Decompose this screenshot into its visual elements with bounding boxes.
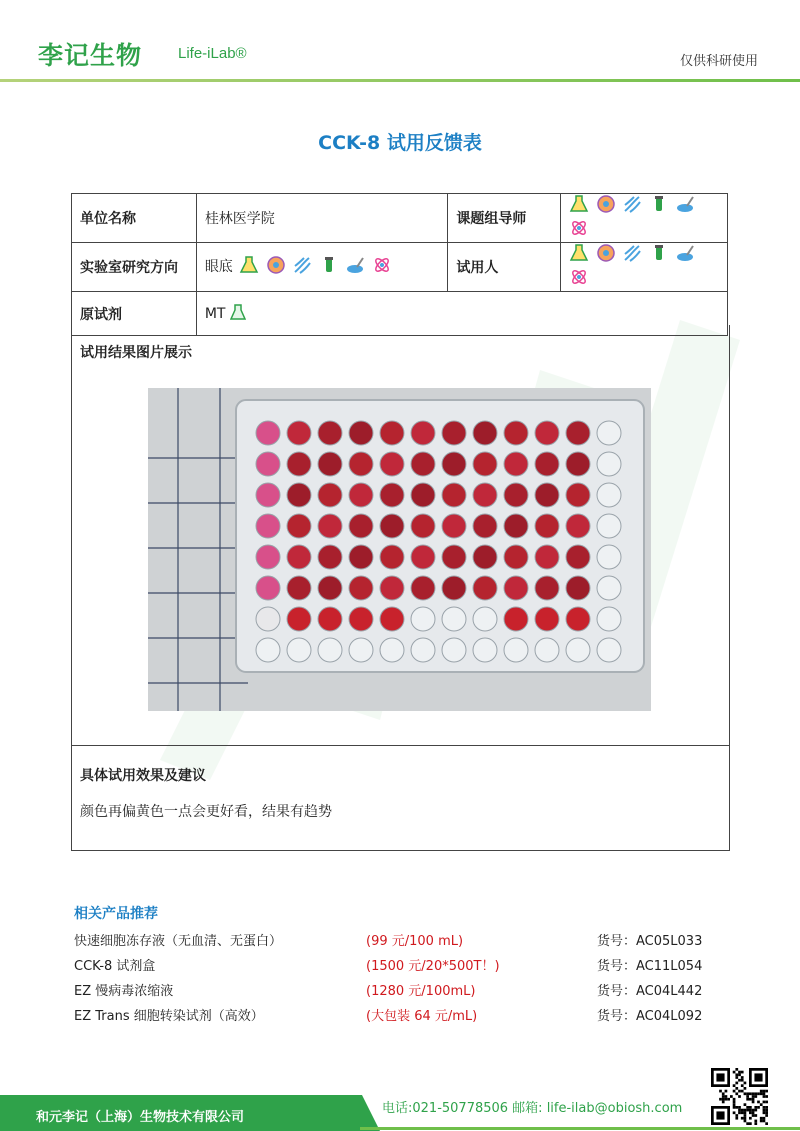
tube-icon: [319, 255, 339, 279]
product-name: CCK-8 试剂盒: [74, 959, 156, 974]
page-title: CCK-8 试用反馈表: [318, 132, 482, 154]
product-name: EZ Trans 细胞转染试剂（高效）: [74, 1009, 264, 1024]
product-price: (99 元/100 mL): [366, 934, 464, 949]
brand-cn-logo: 李记生物: [38, 41, 143, 70]
product-code: 货号：AC04L092: [597, 1009, 703, 1024]
footer-company: 和元李记（上海）生物技术有限公司: [36, 1110, 245, 1125]
footer-contact: 电话:021-50778506 邮箱: life-ilab@obiosh.com: [382, 1101, 683, 1116]
effect-section: [71, 745, 730, 851]
dish-icon: [345, 255, 365, 279]
feedback-form-table: [71, 193, 728, 336]
atom-icon: [569, 267, 589, 291]
dish-icon: [675, 243, 695, 267]
product-row: [74, 930, 734, 950]
reagent-label: 原试剂: [72, 292, 197, 336]
atom-icon: [569, 218, 589, 242]
flask-icon: [569, 243, 589, 267]
product-row: [74, 980, 734, 1000]
cell-icon: [266, 255, 286, 279]
header-divider: [0, 79, 800, 82]
atom-icon: [372, 255, 392, 279]
product-row: [74, 955, 734, 975]
advisor-redacted-icons: [561, 194, 728, 243]
well-plate-photo: [148, 388, 651, 711]
dna-icon: [622, 243, 642, 267]
brand-en-logo: Life-iLab®: [178, 45, 247, 62]
product-price: (1500 元/20*500T！): [366, 959, 500, 974]
dna-icon: [292, 255, 312, 279]
direction-value: 眼底: [204, 259, 233, 275]
direction-label: 实验室研究方向: [72, 243, 197, 292]
qr-code-icon: [711, 1068, 768, 1125]
unit-label: 单位名称: [72, 194, 197, 243]
cell-icon: [596, 243, 616, 267]
footer-divider: [360, 1127, 800, 1130]
product-price: (1280 元/100mL): [366, 984, 476, 999]
flask-icon: [569, 194, 589, 218]
tube-icon: [649, 194, 669, 218]
tester-label: 试用人: [448, 243, 561, 292]
product-code: 货号：AC11L054: [597, 959, 703, 974]
effect-label: 具体试用效果及建议: [80, 768, 206, 784]
flask-icon: [230, 303, 246, 325]
product-code: 货号：AC04L442: [597, 984, 703, 999]
reagent-value: MT: [204, 305, 226, 322]
dish-icon: [675, 194, 695, 218]
photos-label: 试用结果图片展示: [80, 345, 192, 361]
product-price: (大包装 64 元/mL): [366, 1009, 478, 1024]
unit-value: 桂林医学院: [196, 194, 448, 243]
tester-redacted-icons: [561, 243, 728, 292]
direction-cell: [196, 243, 448, 292]
tube-icon: [649, 243, 669, 267]
page-header: [0, 0, 800, 80]
advisor-label: 课题组导师: [448, 194, 561, 243]
product-code: 货号：AC05L033: [597, 934, 703, 949]
related-products-title: 相关产品推荐: [74, 906, 158, 922]
effect-text: 颜色再偏黄色一点会更好看，结果有趋势: [80, 804, 332, 820]
dna-icon: [622, 194, 642, 218]
product-name: EZ 慢病毒浓缩液: [74, 984, 174, 999]
product-name: 快速细胞冻存液（无血清、无蛋白）: [74, 934, 283, 949]
flask-icon: [239, 255, 259, 279]
product-row: [74, 1005, 734, 1025]
cell-icon: [596, 194, 616, 218]
research-use-note: 仅供科研使用: [679, 54, 758, 69]
